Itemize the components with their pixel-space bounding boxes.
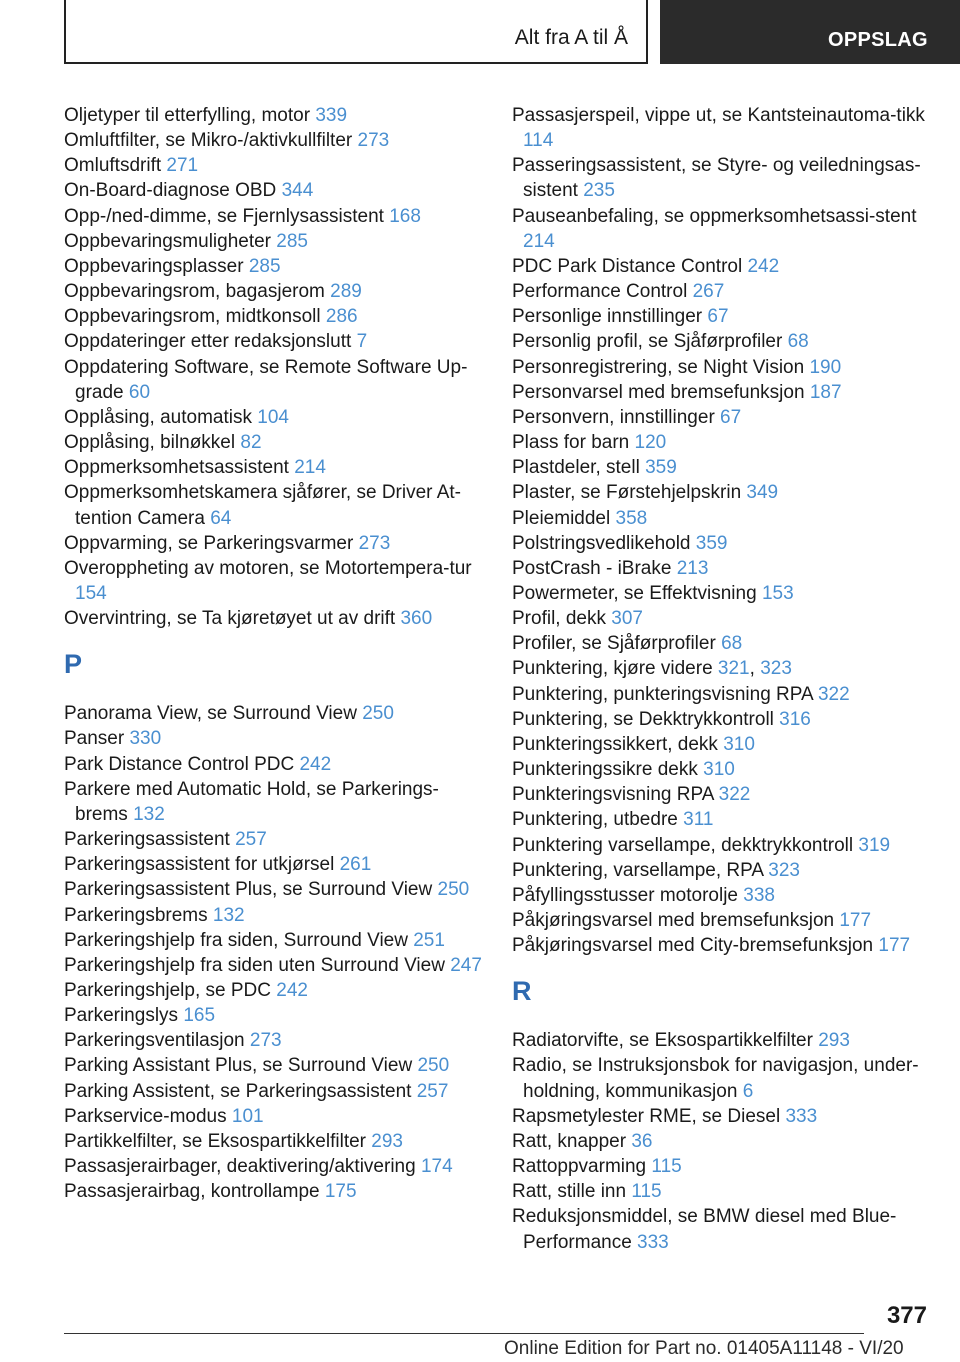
- page-reference-link[interactable]: 310: [723, 733, 755, 755]
- index-entry: [512, 883, 932, 908]
- index-entry-term: Passasjerairbag, kontrollampe: [64, 1181, 325, 1203]
- index-entry-term: Parkeringsventilasjon: [64, 1030, 250, 1052]
- index-entry: [64, 1079, 484, 1104]
- index-entry: [64, 355, 484, 405]
- page-reference-link[interactable]: 187: [809, 381, 842, 403]
- index-entry-term: Punktering, utbedre: [512, 809, 684, 831]
- index-entry-term: Punktering, se Dekktrykkontroll: [512, 708, 780, 730]
- index-entry: [64, 1154, 484, 1179]
- page-reference-link[interactable]: 174: [420, 1156, 453, 1178]
- index-entry-term: Parkservice-modus: [64, 1105, 232, 1127]
- page-reference-link[interactable]: 82: [240, 432, 262, 454]
- index-entry-term: Oppbevaringsplasser: [64, 255, 249, 277]
- index-entry-term: Parkeringshjelp fra siden uten Surround View: [64, 954, 451, 976]
- page-reference-link[interactable]: 323: [760, 658, 792, 680]
- index-entry: [64, 430, 484, 455]
- index-entry: [512, 1028, 932, 1053]
- index-entry-term: Parkeringsassistent Plus, se Surround View: [64, 879, 438, 901]
- index-entry-term: Polstringsvedlikehold: [512, 532, 696, 554]
- index-entry-term: Oppmerksomhetsassistent: [64, 457, 295, 479]
- index-entry: [64, 128, 484, 153]
- page-reference-link[interactable]: 359: [645, 457, 677, 479]
- page-reference-link[interactable]: 36: [631, 1130, 653, 1152]
- index-entry-term: Ratt, knapper: [512, 1130, 632, 1152]
- index-entry-term: Omluftfilter, se Mikro-/aktivkullfilter: [64, 130, 358, 152]
- index-entry-term: Plass for barn: [512, 432, 635, 454]
- index-entry: [512, 304, 932, 329]
- page-reference-link[interactable]: 242: [276, 980, 308, 1001]
- section-letter-p: P: [64, 649, 83, 680]
- section-letter-r: R: [512, 976, 532, 1007]
- index-entry-term: Parkeringsassistent: [64, 829, 236, 851]
- index-entry-term: Personvarsel med bremsefunksjon: [512, 381, 810, 403]
- index-entry-term: Profiler, se Sjåførprofiler: [512, 633, 722, 655]
- index-entry: [64, 877, 484, 902]
- index-entry-term: Passeringsassistent, se Styre- og veiledningsas-sistent: [512, 155, 921, 202]
- index-entry-term: Punkteringsvisning RPA: [512, 784, 719, 806]
- page-reference-link[interactable]: 285: [248, 255, 281, 277]
- page-reference-link[interactable]: 293: [818, 1030, 850, 1052]
- index-entry-term: Oppdateringer etter redaksjonslutt: [64, 331, 357, 353]
- index-entry: [64, 1028, 484, 1053]
- index-entry-term: Oppmerksomhetskamera sjåfører, se Driver At-tention Camera: [64, 482, 461, 529]
- page-reference-link[interactable]: 177: [839, 910, 872, 931]
- index-entry-term: Personlig profil, se Sjåførprofiler: [512, 331, 788, 353]
- index-entry: [64, 178, 484, 203]
- index-entry-term: Parkeringshjelp fra siden, Surround View: [64, 929, 414, 951]
- index-entry-term: Passasjerspeil, vippe ut, se Kantsteinautoma-tikk: [512, 105, 925, 126]
- index-entry: [64, 1104, 484, 1129]
- index-group-o: [64, 103, 484, 631]
- index-entry: [64, 903, 484, 928]
- index-entry-term: Plaster, se Førstehjelpskrin: [512, 482, 747, 504]
- page-reference-link[interactable]: 115: [651, 1156, 682, 1178]
- index-entry-term: Overoppheting av motoren, se Motortempera-tur: [64, 557, 472, 579]
- index-entry-term: Parking Assistent, se Parkeringsassistent: [64, 1080, 417, 1102]
- index-entry-term: Oppvarming, se Parkeringsvarmer: [64, 532, 359, 554]
- index-entry: [64, 1179, 484, 1204]
- index-entry: [64, 405, 484, 430]
- index-entry: [512, 506, 932, 531]
- index-entry: [64, 556, 484, 606]
- page-reference-link[interactable]: 67: [707, 306, 729, 328]
- index-entry: [64, 153, 484, 178]
- index-entry: [64, 928, 484, 953]
- page-number: 377: [886, 1302, 927, 1329]
- page-reference-link[interactable]: 214: [294, 457, 326, 479]
- index-entry-term: Oppbevaringsrom, bagasjerom: [64, 281, 331, 303]
- page-reference-link[interactable]: 120: [634, 432, 667, 454]
- page-reference-link[interactable]: 104: [257, 406, 289, 428]
- page-reference-link[interactable]: 323: [768, 859, 800, 881]
- index-entry: [512, 757, 932, 782]
- page-reference-link[interactable]: 250: [417, 1055, 450, 1077]
- index-entry-term: Radio, se Instruksjonsbok for navigasjon, under-holdning, kommunikasjon: [512, 1055, 919, 1102]
- page-reference-link[interactable]: 293: [371, 1130, 403, 1152]
- index-entry-term: On-Board-diagnose OBD: [64, 180, 282, 202]
- page-reference-link[interactable]: 257: [416, 1080, 449, 1102]
- index-entry: [512, 581, 932, 606]
- index-entry-term: Personlige innstillinger: [512, 306, 708, 328]
- index-entry-term: Panorama View, se Surround View: [64, 703, 363, 725]
- index-entry-term: Oppbevaringsrom, midtkonsoll: [64, 306, 326, 328]
- page-reference-link[interactable]: 7: [356, 331, 368, 353]
- index-entry: [512, 682, 932, 707]
- index-group-p: [64, 701, 484, 1204]
- index-entry-term: Parkeringsassistent for utkjørsel: [64, 854, 340, 876]
- page-reference-link[interactable]: 251: [413, 929, 445, 951]
- index-group-r: [512, 1028, 932, 1254]
- index-entry: [512, 329, 932, 354]
- index-entry-term: Parking Assistant Plus, se Surround View: [64, 1055, 418, 1077]
- index-entry: [512, 380, 932, 405]
- index-entry-term: Oppdatering Software, se Remote Software Up-grade: [64, 356, 468, 403]
- page-reference-link[interactable]: 68: [721, 633, 743, 655]
- index-entry-term: Parkere med Automatic Hold, se Parkerings-brems: [64, 778, 439, 825]
- page-reference-link[interactable]: 333: [637, 1231, 669, 1253]
- page-reference-link[interactable]: 339: [315, 105, 348, 126]
- chapter-tab[interactable]: [660, 0, 960, 64]
- page-reference-link[interactable]: 273: [249, 1030, 282, 1052]
- page-reference-link[interactable]: 286: [325, 306, 358, 328]
- header-section-box: [64, 0, 648, 64]
- index-entry: [512, 933, 932, 958]
- index-entry: [64, 304, 484, 329]
- page-reference-link[interactable]: 307: [611, 608, 643, 630]
- index-entry-term: Plastdeler, stell: [512, 457, 646, 479]
- index-entry-term: Pauseanbefaling, se oppmerksomhetsassi-stent: [512, 205, 917, 227]
- index-entry-term: Punktering, kjøre videre: [512, 658, 718, 680]
- page-reference-link[interactable]: 101: [231, 1105, 264, 1127]
- index-entry: [64, 953, 484, 978]
- index-entry: [512, 631, 932, 656]
- page-reference-link[interactable]: 67: [720, 406, 742, 428]
- section-title: Alt fra A til Å: [514, 26, 628, 49]
- page-reference-link[interactable]: 360: [400, 608, 433, 630]
- page-reference-link[interactable]: 349: [746, 482, 779, 504]
- page-reference-link[interactable]: 235: [583, 180, 615, 202]
- index-entry: [64, 606, 484, 631]
- index-entry: [64, 254, 484, 279]
- footer-divider: [64, 1333, 864, 1334]
- index-entry: [64, 455, 484, 480]
- page-reference-link[interactable]: 153: [761, 582, 794, 604]
- index-entry: [64, 103, 484, 128]
- index-entry-term: Punktering varsellampe, dekktrykkontroll: [512, 834, 859, 856]
- index-entry: [512, 355, 932, 380]
- index-entry-term: Punkteringssikre dekk: [512, 759, 704, 781]
- page-reference-link[interactable]: 316: [779, 708, 811, 730]
- index-entry: [512, 103, 932, 153]
- page-reference-link[interactable]: 321: [717, 658, 750, 680]
- index-entry: [512, 807, 932, 832]
- index-entry-term: Overvintring, se Ta kjøretøyet ut av drift: [64, 608, 401, 630]
- page-reference-link[interactable]: 271: [166, 155, 199, 177]
- index-entry-term: Performance Control: [512, 281, 693, 303]
- index-entry: [512, 1104, 932, 1129]
- page-reference-link[interactable]: 214: [523, 230, 555, 252]
- index-entry-term: Pleiemiddel: [512, 507, 616, 529]
- index-entry: [512, 254, 932, 279]
- page-reference-link[interactable]: 285: [276, 230, 308, 252]
- index-entry-term: Radiatorvifte, se Eksospartikkelfilter: [512, 1030, 819, 1052]
- index-entry: [512, 1129, 932, 1154]
- index-entry-term: Påfyllingsstusser motorolje: [512, 884, 744, 906]
- index-entry-term: Personregistrering, se Night Vision: [512, 356, 810, 378]
- page-reference-link[interactable]: 344: [281, 180, 314, 202]
- page-reference-link[interactable]: 64: [210, 507, 232, 529]
- index-group-p-continued: [512, 103, 932, 958]
- index-entry-term: Punkteringssikkert, dekk: [512, 733, 724, 755]
- index-entry-term: PostCrash - iBrake: [512, 557, 677, 579]
- page-reference-link[interactable]: 177: [878, 935, 911, 957]
- index-entry: [64, 531, 484, 556]
- page-reference-link[interactable]: 250: [362, 703, 394, 725]
- index-entry-term: Parkeringslys: [64, 1005, 184, 1027]
- index-entry: [64, 701, 484, 726]
- page-reference-link[interactable]: 165: [183, 1005, 216, 1027]
- page-reference-link[interactable]: 213: [676, 557, 709, 579]
- index-entry-term: Panser: [64, 728, 130, 750]
- index-entry-term: PDC Park Distance Control: [512, 255, 748, 277]
- index-entry: [512, 908, 932, 933]
- page-reference-link[interactable]: 359: [695, 532, 728, 554]
- index-entry: [512, 606, 932, 631]
- index-entry: [512, 455, 932, 480]
- index-entry-term: Punktering, punkteringsvisning RPA: [512, 683, 818, 705]
- page-reference-link[interactable]: 257: [235, 829, 267, 851]
- page-reference-link[interactable]: 68: [787, 331, 809, 353]
- index-entry: [512, 1179, 932, 1204]
- index-entry-term: Rattoppvarming: [512, 1156, 652, 1178]
- page-reference-link[interactable]: 6: [742, 1080, 754, 1102]
- index-entry: Punktering, kjøre videre 321, 323: [512, 658, 792, 680]
- page-reference-link[interactable]: 115: [631, 1181, 662, 1203]
- index-entry-term: Parkeringshjelp, se PDC: [64, 980, 277, 1001]
- page-reference-link[interactable]: 267: [692, 281, 725, 303]
- index-entry-term: Parkeringsbrems: [64, 904, 213, 926]
- index-column-right: [512, 103, 932, 1255]
- index-entry: [512, 531, 932, 556]
- index-entry-term: Påkjøringsvarsel med City-bremsefunksjon: [512, 935, 879, 957]
- index-entry-term: Partikkelfilter, se Eksospartikkelfilter: [64, 1130, 372, 1152]
- index-entry-term: Omluftsdrift: [64, 155, 167, 177]
- index-entry-term: Rapsmetylester RME, se Diesel: [512, 1105, 786, 1127]
- index-entry-term: Opplåsing, bilnøkkel: [64, 432, 241, 454]
- index-entry: [512, 782, 932, 807]
- index-entry: [64, 726, 484, 751]
- index-entry-term: Oppbevaringsmuligheter: [64, 230, 277, 252]
- page-reference-link[interactable]: 273: [357, 130, 390, 152]
- index-entry-term: Punktering, varsellampe, RPA: [512, 859, 769, 881]
- page-reference-link[interactable]: 289: [330, 281, 362, 303]
- page-reference-link[interactable]: 242: [299, 753, 332, 775]
- index-entry: [64, 204, 484, 229]
- page-reference-link[interactable]: 168: [389, 205, 421, 227]
- index-entry: [64, 279, 484, 304]
- index-entry: [64, 1053, 484, 1078]
- page-reference-link[interactable]: 247: [450, 954, 482, 976]
- index-entry-term: Passasjerairbager, deaktivering/aktivering: [64, 1156, 421, 1178]
- index-entry: [512, 858, 932, 883]
- page-reference-link[interactable]: 261: [339, 854, 372, 876]
- footer-edition-text: Online Edition for Part no. 01405A11148 - VI/20: [504, 1338, 904, 1359]
- page-reference-link[interactable]: 132: [212, 904, 245, 926]
- index-entry: [512, 833, 932, 858]
- index-entry: [512, 707, 932, 732]
- index-column-left: [64, 103, 484, 1204]
- index-entry: [64, 1003, 484, 1028]
- index-entry-term: Ratt, stille inn: [512, 1181, 632, 1203]
- page-reference-link[interactable]: 322: [718, 784, 751, 806]
- index-entry: [64, 777, 484, 827]
- index-entry: [64, 827, 484, 852]
- page-reference-link[interactable]: 319: [858, 834, 891, 856]
- page-reference-link[interactable]: 114: [523, 130, 554, 152]
- page-reference-link[interactable]: 242: [747, 255, 780, 277]
- chapter-tab-label: OPPSLAG: [828, 29, 928, 51]
- index-entry: [64, 978, 484, 1003]
- page-reference-link[interactable]: 338: [743, 884, 775, 906]
- index-entry-term: Oljetyper til etterfylling, motor: [64, 105, 316, 126]
- index-entry-term: Reduksjonsmiddel, se BMW diesel med Blue-Performance: [512, 1206, 897, 1253]
- index-entry-term: Profil, dekk: [512, 608, 612, 630]
- index-entry: [64, 852, 484, 877]
- index-entry: [64, 480, 484, 530]
- index-entry-term: Opp-/ned-dimme, se Fjernlysassistent: [64, 205, 390, 227]
- page-reference-link[interactable]: 330: [129, 728, 162, 750]
- page-reference-link[interactable]: 175: [324, 1181, 357, 1203]
- page-reference-link[interactable]: 154: [75, 582, 107, 604]
- index-entry: [512, 556, 932, 581]
- page-reference-link[interactable]: 132: [133, 803, 165, 825]
- index-entry-term: Park Distance Control PDC: [64, 753, 300, 775]
- index-entry: [64, 752, 484, 777]
- index-entry: [512, 1053, 932, 1103]
- index-entry: [512, 480, 932, 505]
- index-entry-term: Påkjøringsvarsel med bremsefunksjon: [512, 910, 840, 931]
- page-reference-link[interactable]: 190: [809, 356, 842, 378]
- page-reference-link[interactable]: 311: [683, 809, 714, 831]
- index-entry: [64, 329, 484, 354]
- index-entry: [64, 229, 484, 254]
- index-entry: [512, 732, 932, 757]
- index-entry: [512, 430, 932, 455]
- page-reference-link[interactable]: 310: [703, 759, 735, 781]
- index-entry-term: Opplåsing, automatisk: [64, 406, 258, 428]
- page-reference-link[interactable]: 358: [615, 507, 648, 529]
- index-entry: [512, 153, 932, 203]
- page-reference-link[interactable]: 273: [358, 532, 391, 554]
- page-reference-link[interactable]: 322: [817, 683, 850, 705]
- index-entry: [512, 1154, 932, 1179]
- index-entry: [512, 405, 932, 430]
- index-entry: [512, 204, 932, 254]
- page-reference-link[interactable]: 250: [437, 879, 470, 901]
- index-entry: [512, 279, 932, 304]
- index-entry: [512, 1204, 932, 1254]
- index-entry-term: Powermeter, se Effektvisning: [512, 582, 762, 604]
- index-entry-term: Personvern, innstillinger: [512, 406, 721, 428]
- page-reference-link[interactable]: 333: [785, 1105, 818, 1127]
- page-reference-link[interactable]: 60: [128, 381, 151, 403]
- index-entry: [64, 1129, 484, 1154]
